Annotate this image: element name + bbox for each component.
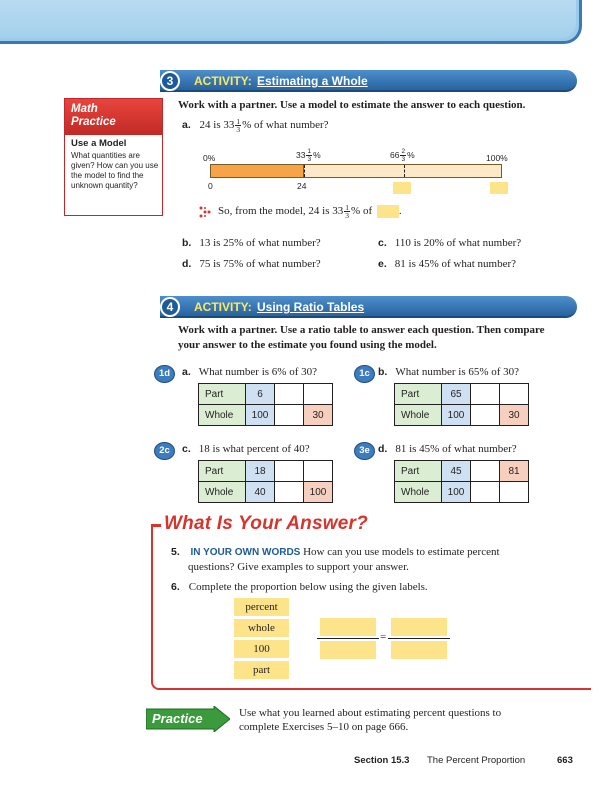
label-box-percent[interactable]: percent bbox=[234, 598, 289, 616]
practice-label: Practice bbox=[152, 711, 203, 726]
activity-3-question-d: d. 75 is 75% of what number? bbox=[182, 258, 321, 270]
wiya-title: What Is Your Answer? bbox=[164, 513, 368, 534]
table-row-whole: Whole 100 30 bbox=[395, 405, 529, 426]
top-banner-inner bbox=[0, 0, 576, 38]
table-cell-empty[interactable] bbox=[500, 482, 529, 503]
wiya-frame-top-line bbox=[151, 524, 161, 527]
ratio-question-d: d. 81 is 45% of what number? bbox=[378, 443, 517, 455]
label-box-part[interactable]: part bbox=[234, 661, 289, 679]
activity-4-instruction-line2: your answer to the estimate you found using the model. bbox=[178, 339, 437, 351]
activity-3-instruction: Work with a partner. Use a model to estimate the answer to each question. bbox=[178, 99, 526, 111]
proportion-left-denominator[interactable] bbox=[320, 641, 376, 659]
table-cell-empty[interactable] bbox=[471, 384, 500, 405]
table-cell-empty[interactable] bbox=[500, 384, 529, 405]
math-practice-title-line1: Math bbox=[71, 103, 98, 115]
math-practice-box bbox=[64, 98, 163, 216]
activity-4-instruction-line1: Work with a partner. Use a ratio table to answer each question. Then compare bbox=[178, 324, 545, 336]
math-practice-header bbox=[65, 99, 162, 135]
activity-4-title: Using Ratio Tables bbox=[257, 300, 365, 314]
table-cell-empty[interactable] bbox=[471, 482, 500, 503]
question-6: 6. Complete the proportion below using the given labels. bbox=[171, 581, 428, 593]
tick-33 bbox=[304, 165, 305, 177]
standard-badge-1c: 1c bbox=[354, 365, 375, 383]
table-cell-empty[interactable] bbox=[304, 461, 333, 482]
question-letter: a. bbox=[182, 119, 191, 132]
fraction: $\frac{1}{3}$ bbox=[236, 117, 241, 134]
activity-4-label: ACTIVITY: bbox=[194, 300, 252, 314]
label-box-100[interactable]: 100 bbox=[234, 640, 289, 658]
proportion-left-fraction-bar bbox=[317, 638, 379, 639]
footer-page-number: 663 bbox=[557, 755, 573, 766]
question-5-line2: questions? Give examples to support your answer. bbox=[188, 561, 409, 573]
model-label-66-percent: 66 $\frac{2}{3}$ % bbox=[390, 148, 415, 163]
percent-model-fill bbox=[211, 165, 304, 177]
proportion-right-denominator[interactable] bbox=[391, 641, 447, 659]
table-row-whole: Whole 100 bbox=[395, 482, 529, 503]
activity-3-question-c: c. 110 is 20% of what number? bbox=[378, 237, 522, 249]
standard-badge-3e: 3e bbox=[354, 442, 375, 460]
ratio-question-c: c. 18 is what percent of 40? bbox=[182, 443, 310, 455]
proportion-right-fraction-bar bbox=[388, 638, 450, 639]
activity-3-label: ACTIVITY: bbox=[194, 74, 252, 88]
footer-section: Section 15.3 bbox=[354, 755, 410, 766]
conclusion-answer-box[interactable] bbox=[377, 205, 399, 218]
math-practice-title-line2: Practice bbox=[71, 116, 116, 128]
model-label-100-percent: 100% bbox=[486, 153, 508, 163]
table-row-part: Part 6 bbox=[199, 384, 333, 405]
math-practice-body: What quantities are given? How can you use the model to find the unknown quantity? bbox=[71, 151, 159, 190]
table-row-part: Part 18 bbox=[199, 461, 333, 482]
question-text-post: % of what number? bbox=[242, 119, 329, 132]
model-label-33-percent: 33 $\frac{1}{3}$ % bbox=[296, 148, 321, 163]
math-practice-subtitle: Use a Model bbox=[71, 138, 127, 149]
activity-3-number: 3 bbox=[160, 71, 180, 91]
ratio-table-a bbox=[198, 383, 333, 426]
model-label-24: 24 bbox=[297, 181, 307, 191]
table-cell-empty[interactable] bbox=[275, 405, 304, 426]
percent-model-bar bbox=[210, 164, 502, 178]
table-cell-empty[interactable] bbox=[471, 405, 500, 426]
ratio-question-b: b. What number is 65% of 30? bbox=[378, 366, 520, 378]
table-cell-empty[interactable] bbox=[275, 384, 304, 405]
proportion-equals: = bbox=[380, 631, 387, 643]
standard-badge-1d: 1d bbox=[154, 365, 175, 383]
activity-3-title: Estimating a Whole bbox=[257, 74, 368, 88]
activity-3-question-e: e. 81 is 45% of what number? bbox=[378, 258, 517, 270]
table-cell-empty[interactable] bbox=[275, 461, 304, 482]
table-row-whole: Whole 100 30 bbox=[199, 405, 333, 426]
standard-badge-2c: 2c bbox=[154, 442, 175, 460]
top-banner bbox=[0, 0, 582, 44]
activity-3-conclusion: So, from the model, 24 is 33 $\frac{1}{3}$ % of . bbox=[218, 203, 402, 220]
practice-text-line2: complete Exercises 5–10 on page 666. bbox=[239, 721, 409, 733]
footer-title: The Percent Proportion bbox=[427, 755, 526, 766]
model-answer-box-66[interactable] bbox=[393, 182, 411, 194]
activity-4-number: 4 bbox=[160, 297, 180, 317]
ratio-table-c bbox=[198, 460, 333, 503]
model-label-0: 0 bbox=[208, 181, 213, 191]
proportion-right-numerator[interactable] bbox=[391, 618, 447, 636]
activity-3-question-a bbox=[182, 118, 329, 133]
tick-66 bbox=[404, 165, 405, 177]
table-cell-empty[interactable] bbox=[471, 461, 500, 482]
model-label-0-percent: 0% bbox=[203, 153, 216, 163]
question-text-pre: 24 is 33 bbox=[199, 119, 235, 132]
table-row-part: Part 65 bbox=[395, 384, 529, 405]
table-cell-empty[interactable] bbox=[275, 482, 304, 503]
model-answer-box-100[interactable] bbox=[490, 182, 508, 194]
practice-text-line1: Use what you learned about estimating percent questions to bbox=[239, 707, 502, 719]
question-5: 5. IN YOUR OWN WORDS How can you use models to estimate percent bbox=[171, 546, 500, 558]
table-row-part: Part 45 81 bbox=[395, 461, 529, 482]
table-row-whole: Whole 40 100 bbox=[199, 482, 333, 503]
dots-arrow-icon bbox=[199, 206, 211, 218]
activity-3-question-b: b. 13 is 25% of what number? bbox=[182, 237, 321, 249]
ratio-table-d bbox=[394, 460, 529, 503]
table-cell-empty[interactable] bbox=[304, 384, 333, 405]
proportion-left-numerator[interactable] bbox=[320, 618, 376, 636]
label-box-whole[interactable]: whole bbox=[234, 619, 289, 637]
ratio-question-a: a. What number is 6% of 30? bbox=[182, 366, 317, 378]
ratio-table-b bbox=[394, 383, 529, 426]
